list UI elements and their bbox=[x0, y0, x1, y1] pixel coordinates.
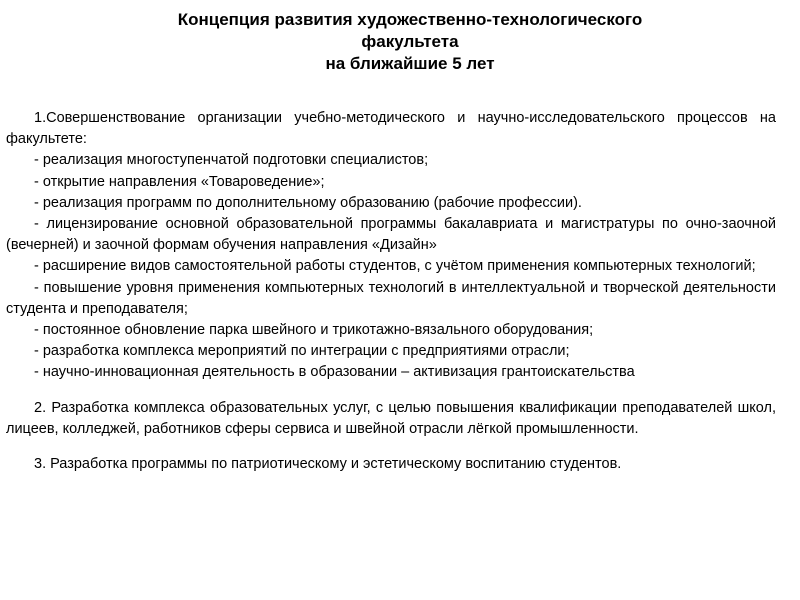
section-1-item: - лицензирование основной образовательной программы бакалавриата и магистратуры по очно-заочной (вечерней) и заочной формам обучения направления «Дизайн» bbox=[6, 216, 776, 254]
title-line-1: Концепция развития художественно-технологического bbox=[177, 10, 643, 29]
slide-title bbox=[80, 9, 740, 75]
section-1-item: - разработка комплекса мероприятий по интеграции с предприятиями отрасли; bbox=[34, 343, 570, 360]
section-1-item: - повышение уровня применения компьютерных технологий в интеллектуальной и творческой деятельности студента и преподавателя; bbox=[6, 279, 776, 317]
title-line-3: на ближайшие 5 лет bbox=[325, 54, 495, 73]
title-line-2: факультета bbox=[361, 32, 459, 51]
section-1-item: - расширение видов самостоятельной работы студентов, с учётом применения компьютерных технологий; bbox=[34, 258, 756, 275]
section-1-item: - научно-инновационная деятельность в образовании – активизация грантоискательства bbox=[34, 364, 635, 381]
section-1-item: - реализация многоступенчатой подготовки специалистов; bbox=[34, 152, 429, 169]
section-1-item: - постоянное обновление парка швейного и трикотажно-вязального оборудования; bbox=[34, 322, 594, 339]
paragraph-spacer bbox=[6, 384, 776, 398]
slide-body bbox=[6, 108, 776, 475]
section-1-item: - открытие направления «Товароведение»; bbox=[34, 173, 325, 190]
paragraph-spacer bbox=[6, 440, 776, 454]
section-3-paragraph: 3. Разработка программы по патриотическому и эстетическому воспитанию студентов. bbox=[34, 456, 622, 473]
section-2-paragraph: 2. Разработка комплекса образовательных услуг, с целью повышения квалификации преподавателей школ, лицеев, колледжей, работников сферы сервиса и швейной отрасли лёгкой промышленности. bbox=[6, 399, 776, 437]
section-1-heading: 1.Совершенствование организации учебно-методического и научно-исследовательского процессов на факультете: bbox=[6, 110, 776, 148]
section-1-item: - реализация программ по дополнительному образованию (рабочие профессии). bbox=[34, 194, 582, 211]
